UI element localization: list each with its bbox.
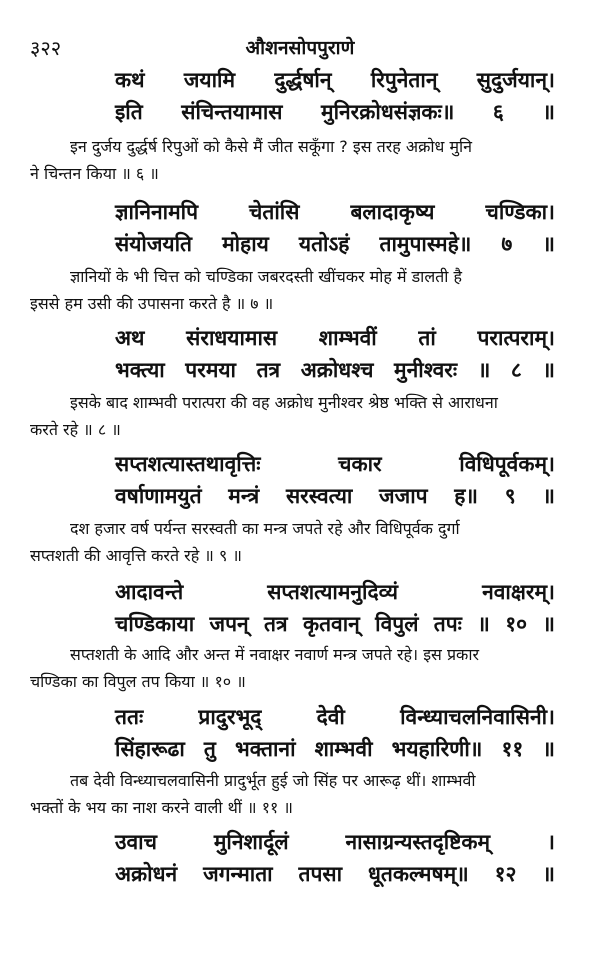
verse-word: तत्र [256,358,281,382]
verse-first-line [115,703,555,731]
verse-word: मोहाय [222,232,269,256]
verse-word: ॥ [542,100,555,124]
hindi-translation [30,389,565,443]
verse-word: ८ [510,358,522,382]
verse-word: अक्रोधनं [115,862,178,886]
verse-word: सप्तशत्यामनुदिव्यं [267,580,399,604]
verse-word: ९ [504,484,516,508]
verse-word: संराधयामास [186,326,278,350]
translation-line: ने चिन्तन किया ॥ ६ ॥ [30,164,159,183]
verse-word: जजाप [379,484,428,508]
verse-word: ॥ [477,358,491,382]
verse-word: तपः [433,612,462,636]
translation-line: इसके बाद शाम्भवी परात्परा की वह अक्रोध मुनीश्वर श्रेष्ठ भक्ति से आराधना [70,393,498,412]
verse-second-line [115,482,555,510]
verse-word: ॥ [542,358,555,382]
verse-word: । [547,830,555,854]
verse-first-line [115,450,555,478]
verse-word: विन्ध्याचलनिवासिनी। [400,705,555,729]
verse-word: आदावन्ते [115,580,184,604]
verse-first-line [115,198,555,226]
verse-word: कृतवान् [302,612,360,636]
verse-word: ततः [115,705,144,729]
hindi-translation [30,133,565,187]
verse-word: ॥ [542,484,555,508]
verse-word: चेतांसि [249,200,300,224]
translation-line: इन दुर्जय दुर्द्धर्ष रिपुओं को कैसे मैं जीत सकूँगा ? इस तरह अक्रोध मुनि [70,137,473,156]
verse-word: तां [418,326,436,350]
verse-word: विपुलं [375,612,419,636]
translation-line: भक्तों के भय का नाश करने वाली थीं ॥ ११ ॥ [30,798,294,817]
verse-word: तपसा [298,862,343,886]
verse-word: मुनिरक्रोधसंज्ञकः॥ [321,100,455,124]
verse-word: सुदुर्जयान्। [476,68,555,92]
verse-word: जगन्माता [203,862,273,886]
verse-first-line [115,324,555,352]
verse-first-line [115,828,555,856]
verse-word: चण्डिका। [485,200,555,224]
verse-word: ॥ [542,232,555,256]
verse-second-line [115,860,555,888]
verse-word: भयहारिणी॥ [391,737,483,761]
verse-word: सप्तशत्यास्तथावृत्तिः [115,452,261,476]
verse-word: विधिपूर्वकम्। [459,452,555,476]
verse-word: १० [505,612,528,636]
translation-line: इससे हम उसी की उपासना करते है ॥ ७ ॥ [30,294,274,313]
page-header [0,34,600,64]
hindi-translation [30,767,565,821]
translation-line: सप्तशती के आदि और अन्त में नवाक्षर नवार्ण मन्त्र जपते रहे। इस प्रकार [70,645,480,664]
running-title: औशनसोपपुराणे [245,37,355,59]
verse-word: जयामि [183,68,236,92]
hindi-translation [30,515,565,569]
translation-line: सप्तशती की आवृत्ति करते रहे ॥ ९ ॥ [30,546,242,565]
verse-word: रिपुनेतान् [370,68,438,92]
verse-second-line [115,735,555,763]
verse-word: ॥ [542,862,555,886]
verse-word: संयोजयति [115,232,192,256]
verse-first-line [115,66,555,94]
verse-word: परमया [185,358,236,382]
verse-word: शाम्भवी [314,737,373,761]
verse-second-line [115,356,555,384]
verse-word: ॥ [542,737,555,761]
verse-word: ६ [492,100,504,124]
verse-word: ॥ [542,612,555,636]
verse-word: कथं [115,68,145,92]
verse-word: तु [203,737,216,761]
verse-word: चकार [338,452,382,476]
translation-line: चण्डिका का विपुल तप किया ॥ १० ॥ [30,672,246,691]
verse-word: शाम्भवीं [318,326,377,350]
page-number: ३२२ [30,36,62,60]
verse-word: यतोऽहं [298,232,350,256]
verse-word: भक्तानां [234,737,296,761]
verse-word: सिंहारूढा [115,737,185,761]
verse-word: तामुपास्महे॥ [379,232,472,256]
verse-first-line [115,578,555,606]
verse-word: ज्ञानिनामपि [115,200,199,224]
verse-second-line [115,230,555,258]
verse-second-line [115,98,555,126]
translation-line: दश हजार वर्ष पर्यन्त सरस्वती का मन्त्र जपते रहे और विधिपूर्वक दुर्गा [70,519,460,538]
verse-word: नासाग्रन्यस्तदृष्टिकम् [345,830,491,854]
verse-word: ह॥ [454,484,478,508]
verse-word: इति [115,100,143,124]
verse-word: मुनीश्वरः [394,358,458,382]
verse-second-line [115,610,555,638]
verse-word: परात्पराम्। [477,326,555,350]
verse-word: ७ [501,232,513,256]
translation-line: तब देवी विन्ध्याचलवासिनी प्रादुर्भूत हुई जो सिंह पर आरूढ़ थीं। शाम्भवी [70,771,476,790]
translation-line: ज्ञानियों के भी चित्त को चण्डिका जबरदस्ती खींचकर मोह में डालती है [70,267,463,286]
verse-word: चण्डिकाया [115,612,195,636]
verse-word: मन्त्रं [228,484,260,508]
verse-word: धूतकल्मषम्॥ [368,862,469,886]
verse-word: दुर्द्धर्षान् [274,68,332,92]
verse-word: अक्रोधश्च [300,358,374,382]
verse-word: सरस्वत्या [285,484,353,508]
verse-word: मुनिशार्दूलं [213,830,289,854]
verse-word: ॥ [477,612,490,636]
verse-word: तत्र [264,612,288,636]
verse-word: १२ [494,862,517,886]
hindi-translation [30,263,565,317]
verse-word: उवाच [115,830,157,854]
verse-word: संचिन्तयामास [181,100,283,124]
verse-word: अथ [115,326,145,350]
verse-word: भक्त्या [115,358,165,382]
verse-word: जपन् [209,612,249,636]
hindi-translation [30,641,565,695]
verse-word: बलादाकृष्य [350,200,435,224]
verse-word: नवाक्षरम्। [482,580,555,604]
verse-word: देवी [316,705,345,729]
verse-word: ११ [501,737,524,761]
verse-word: प्रादुरभूद् [198,705,262,729]
translation-line: करते रहे ॥ ८ ॥ [30,420,121,439]
verse-word: वर्षाणामयुतं [115,484,202,508]
